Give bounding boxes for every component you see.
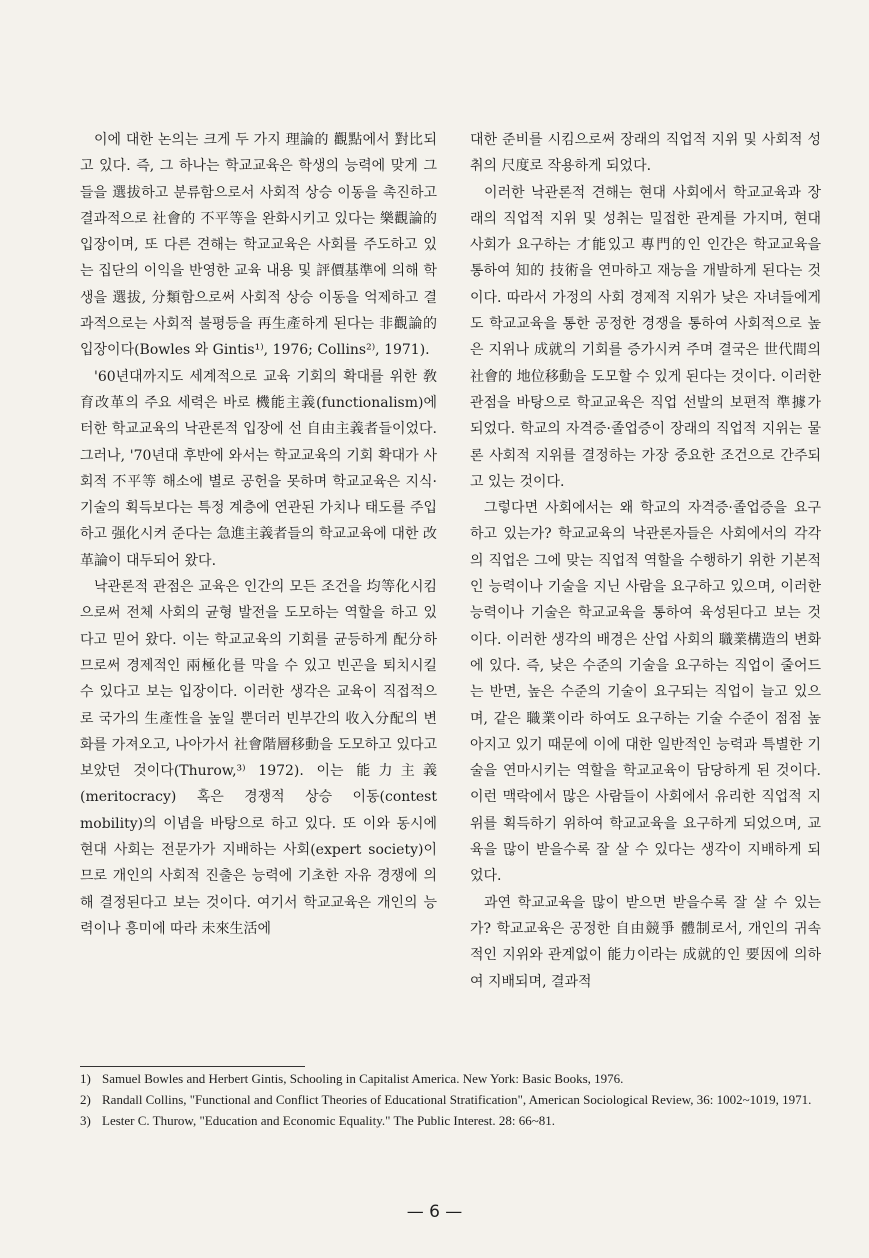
paragraph: 이에 대한 논의는 크게 두 가지 理論的 觀點에서 對比되고 있다. 즉, 그 하나는 학교교육은 학생의 능력에 맞게 그들을 選拔하고 분류함으로서 사회적 상승 이동을 촉진하고 결과적으로 社會的 不平等을 완화시키고 있다는 樂觀論的 입장이며, 또 다른 견해는 학교교육은 사회를 주도하고 있는 집단의 이익을 반영한 교육 내용 및 評價基準에 의해 학생을 選拔, 分類함으로써 사회적 상승 이동을 억제하고 결과적으로는 사회적 불평등을 再生產하게 된다는 非觀論的 입장이다(Bowles 와 Gintis¹⁾, 1976; Collins²⁾, 1971). <box>80 132 437 359</box>
paragraph: 이러한 낙관론적 견해는 현대 사회에서 학교교육과 장래의 직업적 지위 및 성취는 밀접한 관계를 가지며, 현대 사회가 요구하는 才能있고 專門的인 인간은 학교교육을 통하여 知的 技術을 연마하고 재능을 개발하게 된다는 것이다. 따라서 가정의 사회 경제적 지위가 낮은 자녀들에게도 학교교육을 통한 공정한 경쟁을 통하여 사회적으로 높은 지위나 成就의 기회를 증가시켜 주며 결국은 世代間의 社會的 地位移動을 도모할 수 있게 된다는 것이다. 이러한 관점을 바탕으로 학교교육은 직업 선발의 보편적 準據가 되었다. 학교의 자격증·졸업증이 장래의 직업적 지위는 물론 사회적 지위를 결정하는 가장 중요한 조건으로 간주되고 있는 것이다. <box>470 184 821 490</box>
footnote <box>80 1089 822 1110</box>
paragraph: 과연 학교교육을 많이 받으면 받을수록 잘 살 수 있는가? 학교교육은 공정한 自由競爭 體制로서, 개인의 귀속적인 지위와 관계없이 能力이라는 成就的인 要因에 의하여 지배되며, 결과적 <box>470 894 821 990</box>
footnote-number: 1) <box>80 1071 91 1086</box>
left-column <box>80 127 437 942</box>
paragraph: 대한 준비를 시킴으로써 장래의 직업적 지위 및 사회적 성취의 尺度로 작용하게 되었다. <box>470 132 821 175</box>
footnote-number: 3) <box>80 1113 91 1128</box>
right-column <box>470 127 821 995</box>
paragraph: 그렇다면 사회에서는 왜 학교의 자격증·졸업증을 요구하고 있는가? 학교교육의 낙관론자들은 사회에서의 각각의 직업은 그에 맞는 직업적 역할을 수행하기 위한 기본적인 능력이나 기술을 지닌 사람을 요구하고 있으며, 이러한 능력이나 기술은 학교교육을 통하여 육성된다고 보는 것이다. 이러한 생각의 배경은 산업 사회의 職業構造의 변화에 있다. 즉, 낮은 수준의 기술을 요구하는 직업이 줄어드는 반면, 높은 수준의 기술이 요구되는 직업이 늘고 있으며, 같은 職業이라 하여도 요구하는 기술 수준이 점점 높아지고 있기 때문에 이에 대한 일반적인 능력과 특별한 기술을 연마시키는 역할을 학교교육이 담당하게 된 것이다. 이런 맥락에서 많은 사람들이 사회에서 유리한 직업적 지위를 획득하기 위하여 학교교육을 요구하게 되었으며, 교육을 많이 받을수록 잘 살 수 있다는 생각이 지배하게 되었다. <box>470 500 821 885</box>
footnote <box>80 1068 822 1089</box>
page-number: — 6 — <box>406 1202 463 1222</box>
footnote <box>80 1110 822 1131</box>
footnote-text: Lester C. Thurow, "Education and Economic Equality." The Public Interest. 28: 66~81. <box>102 1113 556 1128</box>
footnote-number: 2) <box>80 1092 91 1107</box>
footnotes <box>80 1068 822 1131</box>
footnote-text: Randall Collins, "Functional and Conflict Theories of Educational Stratification", American Sociological Review, 36: 1002~1019, 1971. <box>102 1092 812 1107</box>
paragraph: 낙관론적 관점은 교육은 인간의 모든 조건을 均等化시킴으로써 전체 사회의 균형 발전을 도모하는 역할을 하고 있다고 믿어 왔다. 이는 학교교육의 기회를 균등하게 配分하므로써 경제적인 兩極化를 막을 수 있고 빈곤을 퇴치시킬 수 있다고 보는 입장이다. 이러한 생각은 교육이 직접적으로 국가의 生產性을 높일 뿐더러 빈부간의 收入分配의 변화를 가져오고, 나아가서 社會階層移動을 도모하고 있다고 보았던 것이다(Thurow,³⁾ 1972). 이는 能力主義(meritocracy) 혹은 경쟁적 상승 이동(contest mobility)의 이념을 바탕으로 하고 있다. 또 이와 동시에 현대 사회는 전문가가 지배하는 사회(expert society)이므로 개인의 사회적 진출은 능력에 기초한 자유 경쟁에 의해 결정된다고 보는 것이다. 여기서 학교교육은 개인의 능력이나 흥미에 따라 未來生活에 <box>80 579 437 937</box>
footnote-text: Samuel Bowles and Herbert Gintis, Schooling in Capitalist America. New York: Basic Books, 1976. <box>102 1071 624 1086</box>
paragraph: '60년대까지도 세계적으로 교육 기회의 확대를 위한 敎育改革의 주요 세력은 바로 機能主義(functionalism)에 터한 학교교육의 낙관론적 입장에 선 自由主義者들이었다. 그러나, '70년대 후반에 와서는 학교교육의 기회 확대가 사회적 不平等 해소에 별로 공헌을 못하며 학교교육은 지식·기술의 획득보다는 특정 계층에 연관된 가치나 태도를 주입하고 强化시켜 준다는 急進主義者들의 학교교육에 대한 改革論이 대두되어 왔다. <box>80 368 437 569</box>
footnote-rule <box>80 1066 305 1067</box>
